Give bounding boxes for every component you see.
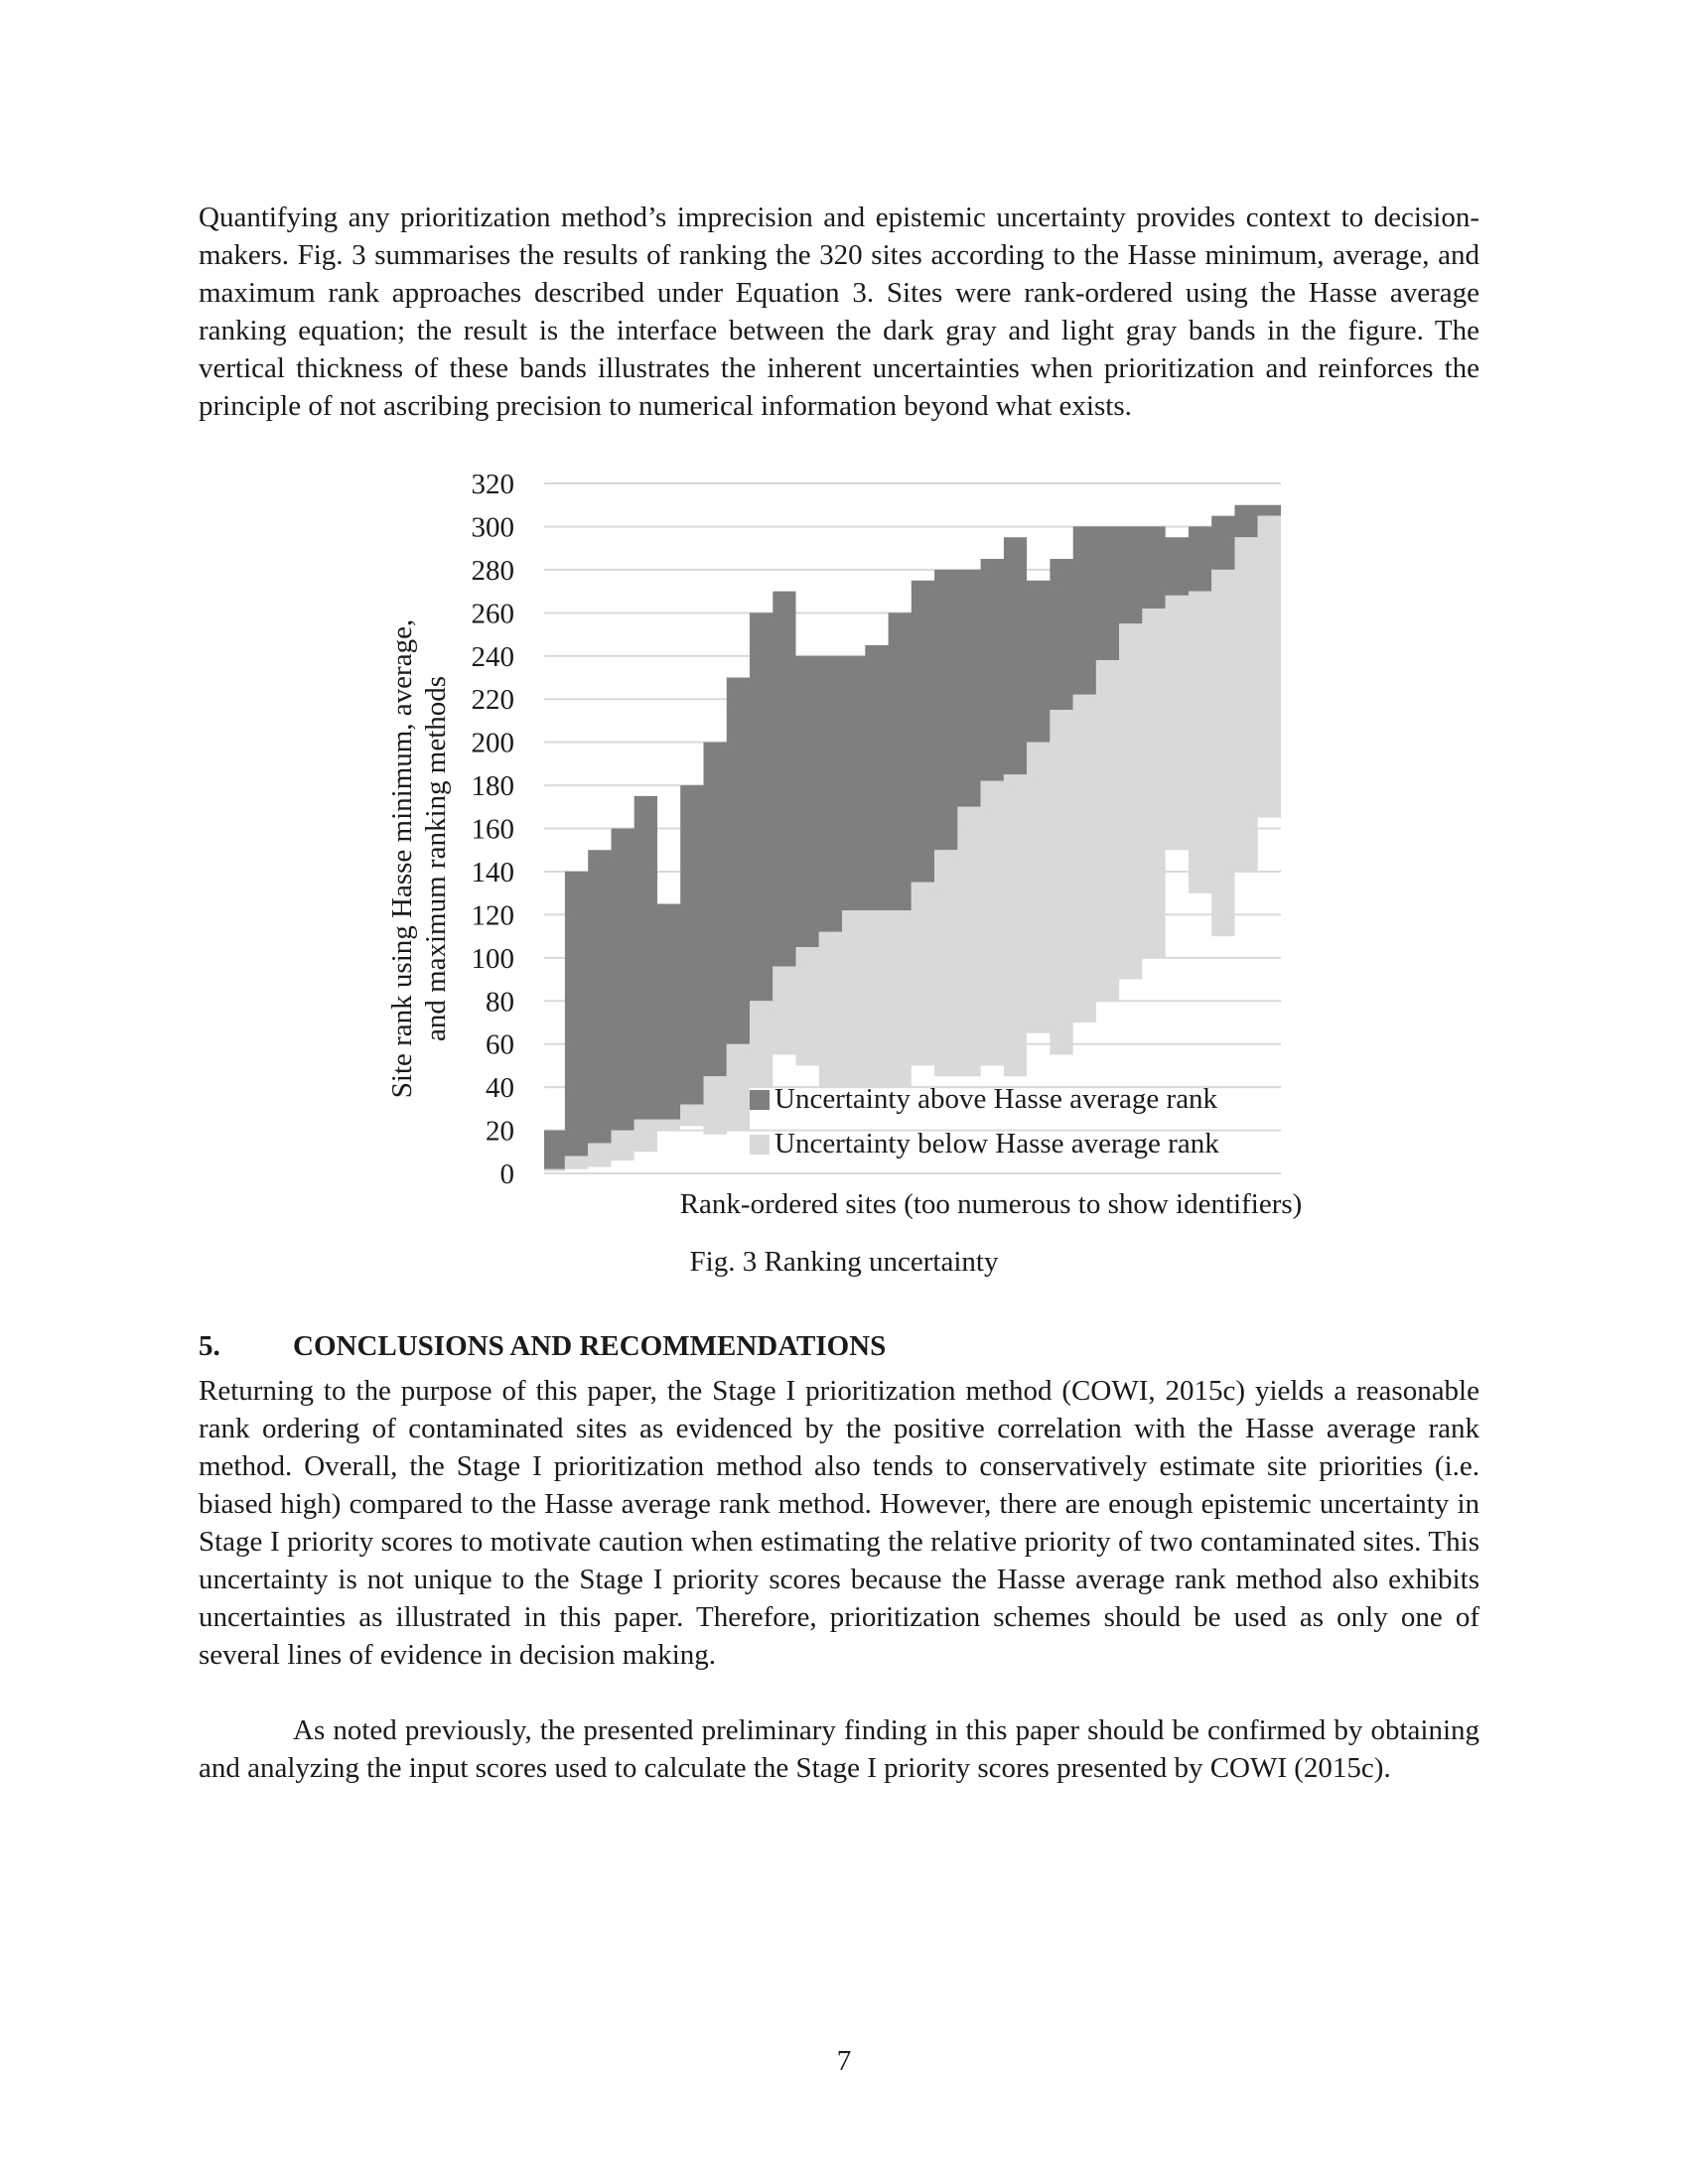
y-tick-label-140: 140 <box>471 856 514 888</box>
x-axis-label: Rank-ordered sites (too numerous to show identifiers) <box>679 1188 1303 1220</box>
figure-caption: Fig. 3 Ranking uncertainty <box>689 1246 999 1278</box>
y-tick-label-40: 40 <box>486 1072 514 1105</box>
y-tick-label-280: 280 <box>471 554 514 587</box>
conclusion-paragraph-1: Returning to the purpose of this paper, the Stage I prioritization method (COWI, 2015c) yields a reasonable rank ordering of contaminated sites as evidenced by the positive correlation with the Hasse average rank method. Overall, the Stage I prioritization method also tends to conservatively estimate site priorities (i.e. biased high) compared to the Hasse average rank method. However, there are enough epistemic uncertainty in Stage I priority scores to motivate caution when estimating the relative priority of two contaminated sites. This uncertainty is not unique to the Stage I priority scores because the Hasse average rank method also exhibits uncertainties as illustrated in this paper. Therefore, prioritization schemes should be used as only one of several lines of evidence in decision making. <box>199 1375 1479 1671</box>
y-tick-label-200: 200 <box>471 727 514 759</box>
legend-label-above: Uncertainty above Hasse average rank <box>774 1083 1218 1115</box>
legend-label-below: Uncertainty below Hasse average rank <box>774 1128 1219 1160</box>
section-number: 5. <box>199 1330 220 1362</box>
y-tick-label-240: 240 <box>471 640 514 673</box>
intro-paragraph: Quantifying any prioritization method’s imprecision and epistemic uncertainty provides context to decision-makers. Fig. 3 summarises the results of ranking the 320 sites according to the Hasse minimum, average, and maximum rank approaches described under Equation 3. Sites were rank-ordered using the Hasse average ranking equation; the result is the interface between the dark gray and light gray bands in the figure. The vertical thickness of these bands illustrates the inherent uncertainties when prioritization and reinforces the principle of not ascribing precision to numerical information beyond what exists. <box>199 202 1479 422</box>
y-tick-label-20: 20 <box>486 1115 514 1148</box>
y-tick-label-220: 220 <box>471 684 514 717</box>
y-tick-label-80: 80 <box>486 986 514 1019</box>
chart-bands <box>544 505 1281 1171</box>
y-axis-label <box>386 619 452 1098</box>
legend-swatch-below <box>750 1135 770 1155</box>
y-tick-label-60: 60 <box>486 1028 514 1061</box>
y-tick-label-120: 120 <box>471 899 514 932</box>
y-tick-label-320: 320 <box>471 469 514 500</box>
page-number: 7 <box>836 2045 852 2077</box>
y-tick-label-160: 160 <box>471 813 514 846</box>
conclusion-paragraph-2: As noted previously, the presented preliminary finding in this paper should be confirmed by obtaining and analyzing the input scores used to calculate the Stage I priority scores presented by COWI (2015c). <box>199 1714 1479 1784</box>
section-title: CONCLUSIONS AND RECOMMENDATIONS <box>293 1330 887 1362</box>
y-axis-label-line-2: and maximum ranking methods <box>420 675 452 1042</box>
y-tick-label-180: 180 <box>471 770 514 803</box>
section-heading <box>199 1330 886 1363</box>
y-tick-label-300: 300 <box>471 511 514 544</box>
y-axis-tick-labels <box>472 469 515 1190</box>
chart-legend <box>750 1083 1219 1160</box>
y-axis-label-line-1: Site rank using Hasse minimum, average, <box>386 618 418 1099</box>
y-tick-label-100: 100 <box>471 942 514 975</box>
legend-swatch-above <box>750 1090 770 1110</box>
y-tick-label-260: 260 <box>471 598 514 630</box>
y-tick-label-0: 0 <box>499 1159 514 1190</box>
